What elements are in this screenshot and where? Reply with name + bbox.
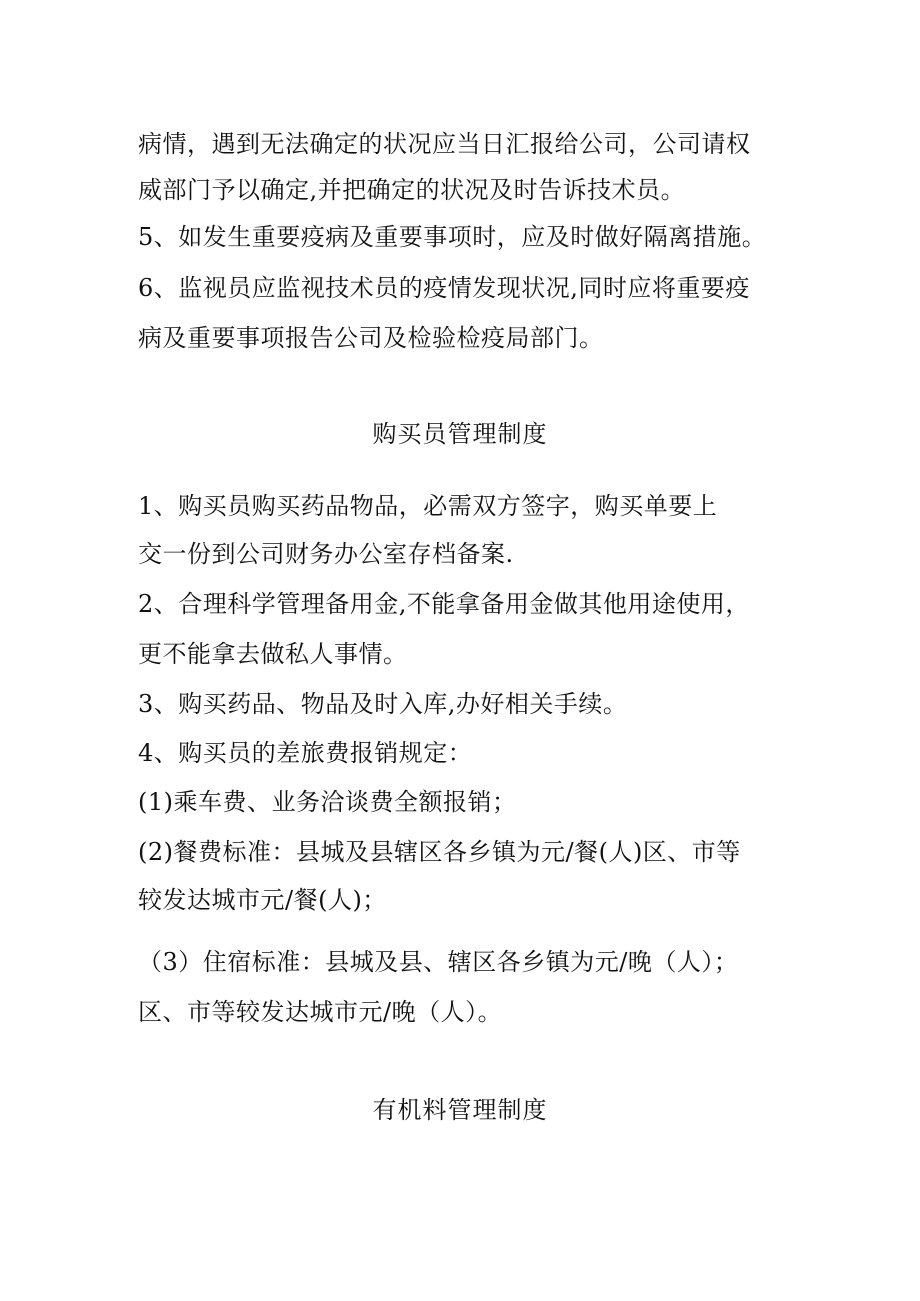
paragraph-line: 2、合理科学管理备用金,不能拿备用金做其他用途使用，: [138, 590, 750, 618]
paragraph-line: (2)餐费标准：县城及县辖区各乡镇为元/餐(人)区、市等: [138, 838, 741, 866]
paragraph-line: 交一份到公司财务办公室存档备案.: [138, 540, 514, 568]
paragraph-line: 5、如发生重要疫病及重要事项时，应及时做好隔离措施。: [138, 223, 767, 251]
section-heading-organic-material: 有机料管理制度: [372, 1096, 548, 1124]
paragraph-line: (1)乘车费、业务洽谈费全额报销；: [138, 788, 517, 816]
paragraph-line: 更不能拿去做私人事情。: [138, 640, 408, 668]
paragraph-line: 较发达城市元/餐(人)；: [138, 886, 387, 914]
paragraph-line: 3、购买药品、物品及时入库,办好相关手续。: [138, 690, 628, 718]
paragraph-line: 区、市等较发达城市元/晚（人）。: [138, 998, 503, 1026]
paragraph-line: 4、购买员的差旅费报销规定：: [138, 739, 473, 767]
paragraph-line: （3）住宿标准：县城及县、辖区各乡镇为元/晚（人）；: [138, 948, 739, 976]
paragraph-line: 威部门予以确定,并把确定的状况及时告诉技术员。: [138, 176, 686, 204]
paragraph-line: 病及重要事项报告公司及检验检疫局部门。: [138, 324, 604, 352]
paragraph-line: 病情，遇到无法确定的状况应当日汇报给公司，公司请权: [138, 130, 751, 158]
paragraph-line: 1、购买员购买药品物品，必需双方签字，购买单要上: [138, 492, 718, 520]
section-heading-purchaser: 购买员管理制度: [372, 420, 548, 448]
paragraph-line: 6、监视员应监视技术员的疫情发现状况,同时应将重要疫: [138, 274, 750, 302]
